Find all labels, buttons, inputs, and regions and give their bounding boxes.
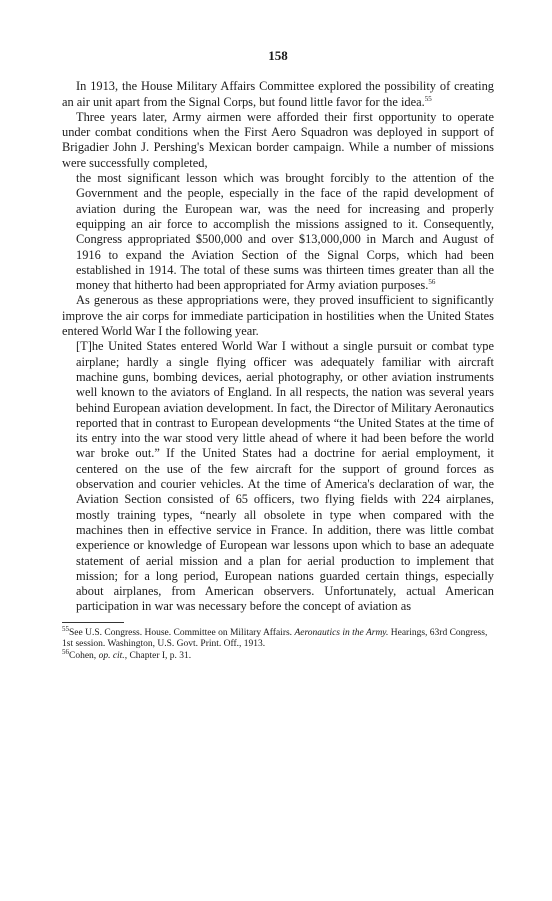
footnote-55 (62, 624, 494, 651)
footnote-title: Aeronautics in the Army. (294, 627, 389, 638)
footnote-divider (62, 622, 124, 623)
footnote-text: Hearings, 63rd Congress, 1st session. Washington, U.S. Govt. Print. Off., 1913. (62, 627, 488, 650)
paragraph-text: Three years later, Army airmen were afforded their first opportunity to operate under combat conditions when the First Aero Squadron was deployed in support of Brigadier John J. Pershing's Mexican border campaign. While a number of missions were successfully completed, (62, 109, 494, 170)
block-quote-lesson (76, 171, 494, 293)
paragraph-text: In 1913, the House Military Affairs Committee explored the possibility of creating an air unit apart from the Signal Corps, but found little favor for the idea. (62, 79, 494, 109)
footnote-mark: 55 (62, 624, 69, 633)
footnote-ref: 55 (424, 94, 432, 103)
quote-text: [T]he United States entered World War I without a single pursuit or combat type airplane; hardly a single flying officer was adequately familiar with aircraft machine guns, bombing devices, aerial photography, or other aviation instruments well known to the aviators of England. In all respects, the nation was several years behind European aviation development. In fact, the Director of Military Aeronautics reported that in contrast to European developments “the United States at the time of its entry into the war stood very little ahead of where it had been before the world war broke out.” If the United States had a doctrine for aerial employment, it centered on the use of the few aircraft for the support of ground forces as observation and courier vehicles. At the time of America's declaration of war, the Aviation Section consisted of 65 officers, two flying fields with 224 airplanes, mostly training types, “nearly all obsolete in type when compared with the machines then in effective service in France. In addition, there was little combat experience or knowledge of European war lessons upon which to base an adequate statement of aerial mission and a plan for aerial production to implement that mission; for a long period, European nations guarded certain things, especially about airplanes, from American observers. Unfortunately, actual American participation in war was necessary before the concept of aviation as (76, 339, 494, 614)
body-text (62, 79, 494, 614)
paragraph-house-committee (62, 79, 494, 110)
footnote-title: op. cit. (98, 650, 125, 661)
footnote-text: , Chapter I, p. 31. (124, 650, 192, 661)
footnotes (62, 624, 494, 663)
paragraph-first-aero-squadron (62, 110, 494, 171)
page-number: 158 (268, 48, 288, 63)
footnote-ref: 56 (428, 278, 436, 287)
footnote-mark: 56 (62, 647, 69, 656)
footnote-text: See U.S. Congress. House. Committee on Military Affairs. (69, 627, 295, 638)
paragraph-text: As generous as these appropriations were, they proved insufficient to significantly improve the air corps for immediate participation in hostilities when the United States entered World War I the following year. (62, 293, 494, 339)
quote-text: the most significant lesson which was brought forcibly to the attention of the Government and the people, especially in the face of the rapid development of aviation during the European war, was the need for increasing and properly equipping an air force to accomplish the missions assigned to it. Consequently, Congress appropriated $500,000 and over $13,000,000 in March and August of 1916 to expand the Aviation Section of the Signal Corps, which had been established in 1914. The total of these sums was thirteen times greater than all the money that hitherto had been appropriated for Army aviation purposes. (76, 171, 494, 293)
block-quote-world-war (76, 339, 494, 614)
footnote-text: Cohen, (69, 650, 99, 661)
paragraph-appropriations (62, 293, 494, 339)
footnote-56 (62, 647, 494, 663)
